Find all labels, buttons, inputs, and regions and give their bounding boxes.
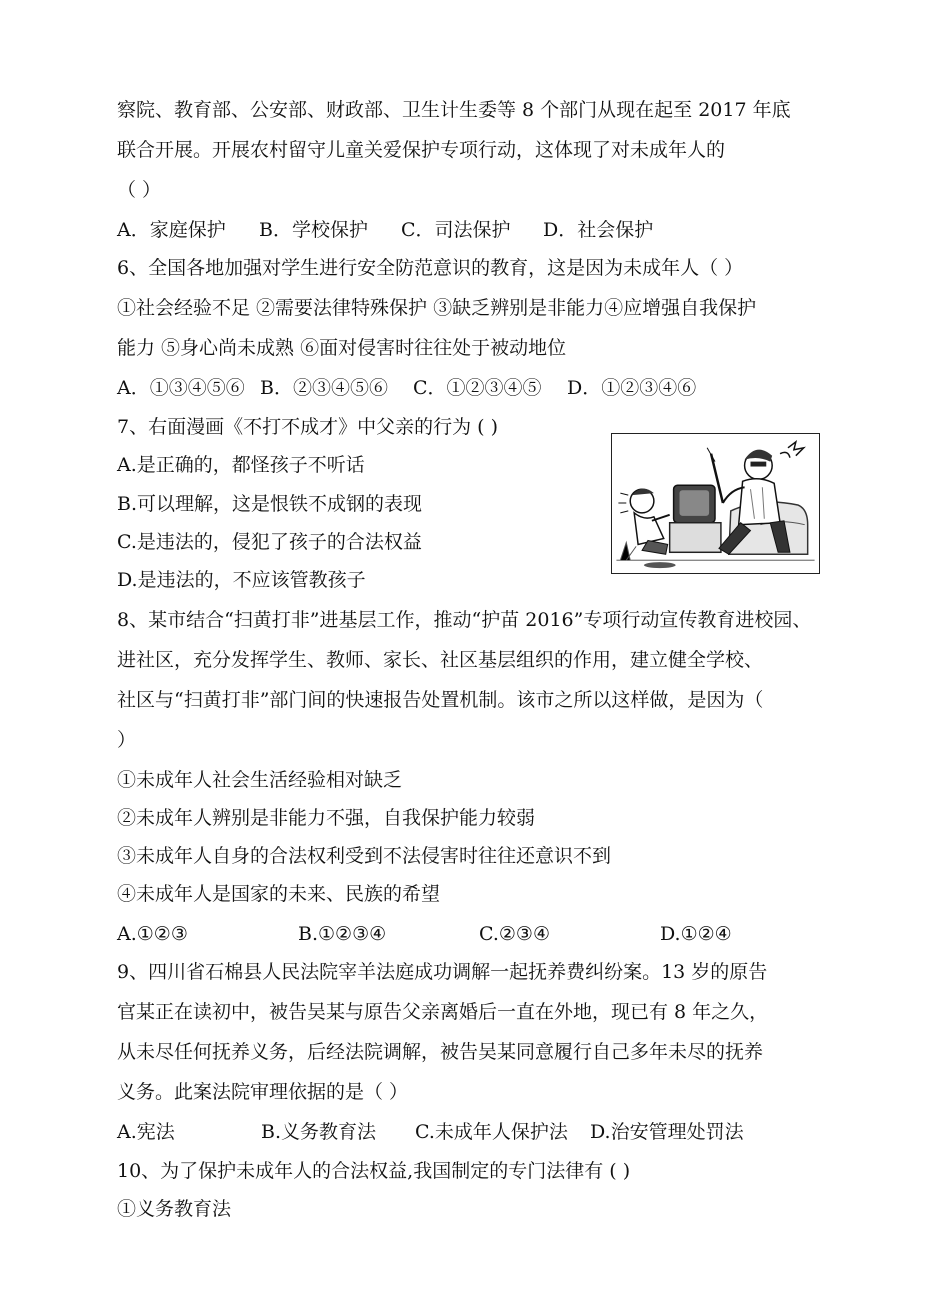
q9-line-1: 9、四川省石棉县人民法院宰羊法庭成功调解一起抚养费纠纷案。13 岁的原告 (117, 961, 768, 983)
q8-options (117, 920, 732, 948)
q6-option-c: C．①②③④⑤ (413, 377, 542, 399)
q9-line-4: 义务。此案法院审理依据的是（ ） (117, 1081, 409, 1103)
q10-item-1: ①义务教育法 (117, 1198, 232, 1220)
q7-option-c: C.是违法的，侵犯了孩子的合法权益 (117, 531, 422, 553)
cartoon-illustration (611, 433, 820, 574)
q8-item-1: ①未成年人社会生活经验相对缺乏 (117, 769, 403, 791)
q5-options (117, 216, 653, 244)
q9-option-a: A.宪法 (117, 1121, 175, 1143)
q9-options (117, 1118, 744, 1146)
q7-option-d: D.是违法的，不应该管教孩子 (117, 569, 366, 591)
q6-items-line-2: 能力 ⑤身心尚未成熟 ⑥面对侵害时往往处于被动地位 (117, 337, 567, 359)
q9-option-c: C.未成年人保护法 (415, 1121, 568, 1143)
q8-line-2: 进社区，充分发挥学生、教师、家长、社区基层组织的作用，建立健全学校、 (117, 649, 764, 671)
q5-option-c: C．司法保护 (401, 219, 511, 241)
q8-option-d: D.①②④ (660, 923, 732, 945)
q8-line-4: ） (117, 729, 137, 751)
q6-option-a: A．①③④⑤⑥ (117, 377, 245, 399)
q8-option-b: B.①②③④ (298, 923, 387, 945)
q8-item-2: ②未成年人辨别是非能力不强，自我保护能力较弱 (117, 807, 536, 829)
q6-stem: 6、全国各地加强对学生进行安全防范意识的教育，这是因为未成年人（ ） (117, 257, 744, 279)
q8-option-a: A.①②③ (117, 923, 188, 945)
q5-option-b: B．学校保护 (259, 219, 368, 241)
q7-option-a: A.是正确的，都怪孩子不听话 (117, 454, 365, 476)
q8-item-4: ④未成年人是国家的未来、民族的希望 (117, 883, 441, 905)
q6-items-line-1: ①社会经验不足 ②需要法律特殊保护 ③缺乏辨别是非能力④应增强自我保护 (117, 297, 757, 319)
q7-stem: 7、右面漫画《不打不成才》中父亲的行为 ( ) (117, 416, 498, 438)
q5-option-d: D．社会保护 (543, 219, 654, 241)
q8-option-c: C.②③④ (479, 923, 550, 945)
q5-line-2: 联合开展。开展农村留守儿童关爱保护专项行动，这体现了对未成年人的 (117, 139, 726, 161)
q9-option-d: D.治安管理处罚法 (590, 1121, 744, 1143)
q8-line-1: 8、某市结合“扫黄打非”进基层工作，推动“护苗 2016”专项行动宣传教育进校园、 (117, 609, 812, 631)
cartoon-drawing (612, 434, 819, 573)
q9-line-2: 官某正在读初中，被告吴某与原告父亲离婚后一直在外地，现已有 8 年之久， (117, 1001, 769, 1023)
q8-item-3: ③未成年人自身的合法权利受到不法侵害时往往还意识不到 (117, 845, 612, 867)
q5-option-a: A．家庭保护 (117, 219, 226, 241)
q6-option-b: B．②③④⑤⑥ (260, 377, 388, 399)
q9-line-3: 从未尽任何抚养义务，后经法院调解，被告吴某同意履行自己多年未尽的抚养 (117, 1041, 764, 1063)
q6-option-d: D．①②③④⑥ (567, 377, 697, 399)
q7-option-b: B.可以理解，这是恨铁不成钢的表现 (117, 493, 423, 515)
q8-line-3: 社区与“扫黄打非”部门间的快速报告处置机制。该市之所以这样做，是因为（ (117, 689, 764, 711)
q5-line-1: 察院、教育部、公安部、财政部、卫生计生委等 8 个部门从现在起至 2017 年底 (117, 99, 791, 121)
q6-options (117, 374, 696, 402)
q9-option-b: B.义务教育法 (261, 1121, 377, 1143)
q10-stem: 10、为了保护未成年人的合法权益,我国制定的专门法律有 ( ) (117, 1160, 631, 1182)
q5-answer-blank: （ ） (117, 179, 162, 201)
